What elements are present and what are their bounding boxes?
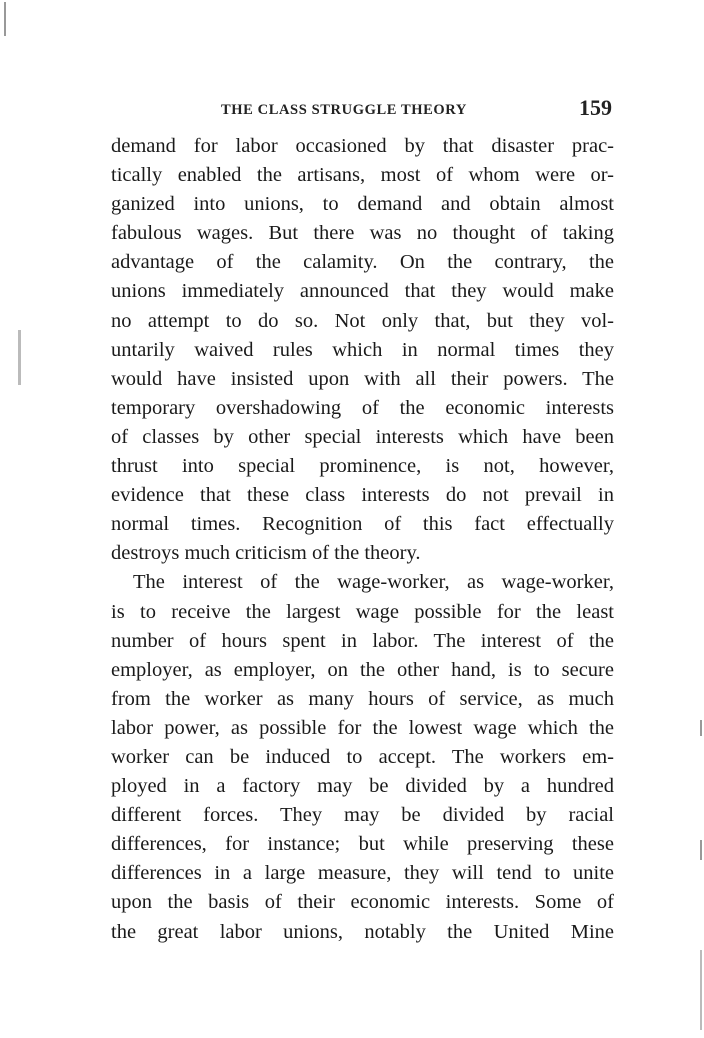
text-line: The interest of the wage-worker, as wage-worker, [133,571,614,594]
text-line: temporary overshadowing of the economic interests [111,396,614,419]
text-line: from the worker as many hours of service, as much [111,687,614,710]
text-line: normal times. Recognition of this fact effectually [111,513,614,536]
scan-mark-left [18,330,21,385]
text-line: tically enabled the artisans, most of whom were or- [111,164,614,187]
text-line: the great labor unions, notably the United Mine [111,920,614,943]
text-line: of classes by other special interests which have been [111,425,614,448]
text-line: worker can be induced to accept. The workers em- [111,745,614,768]
scan-mark-top [4,2,6,36]
page-number: 159 [579,95,612,120]
text-line: thrust into special prominence, is not, however, [111,455,614,478]
text-line: differences, for instance; but while preserving these [111,833,614,856]
text-line: employer, as employer, on the other hand, is to secure [111,658,614,681]
paragraph-1 [111,132,614,568]
text-line: differences in a large measure, they will tend to unite [111,862,614,885]
text-line: upon the basis of their economic interests. Some of [111,891,614,914]
running-title: THE CLASS STRUGGLE THEORY [221,102,467,118]
text-line: would have insisted upon with all their powers. The [111,367,614,390]
text-line: advantage of the calamity. On the contrary, the [111,251,614,274]
book-page [111,92,614,947]
text-line: demand for labor occasioned by that disaster prac- [111,135,614,157]
text-line: number of hours spent in labor. The interest of the [111,629,614,652]
text-line: untarily waived rules which in normal times they [111,338,614,361]
text-line: no attempt to do so. Not only that, but they vol- [111,309,614,332]
text-line: ganized into unions, to demand and obtain almost [111,193,614,216]
text-line: ployed in a factory may be divided by a hundred [111,775,614,798]
scan-mark-right-1 [700,720,702,736]
text-line: labor power, as possible for the lowest wage which the [111,716,614,739]
text-line: is to receive the largest wage possible for the least [111,600,614,623]
text-line: unions immediately announced that they would make [111,280,614,303]
text-line: evidence that these class interests do not prevail in [111,484,614,507]
text-line: destroys much criticism of the theory. [111,542,421,565]
paragraph-2 [111,568,614,946]
running-head [111,92,614,132]
scan-mark-right-2 [700,840,702,860]
text-line: different forces. They may be divided by racial [111,804,614,827]
text-line: fabulous wages. But there was no thought of taking [111,222,614,245]
scan-mark-right-3 [700,950,702,1030]
